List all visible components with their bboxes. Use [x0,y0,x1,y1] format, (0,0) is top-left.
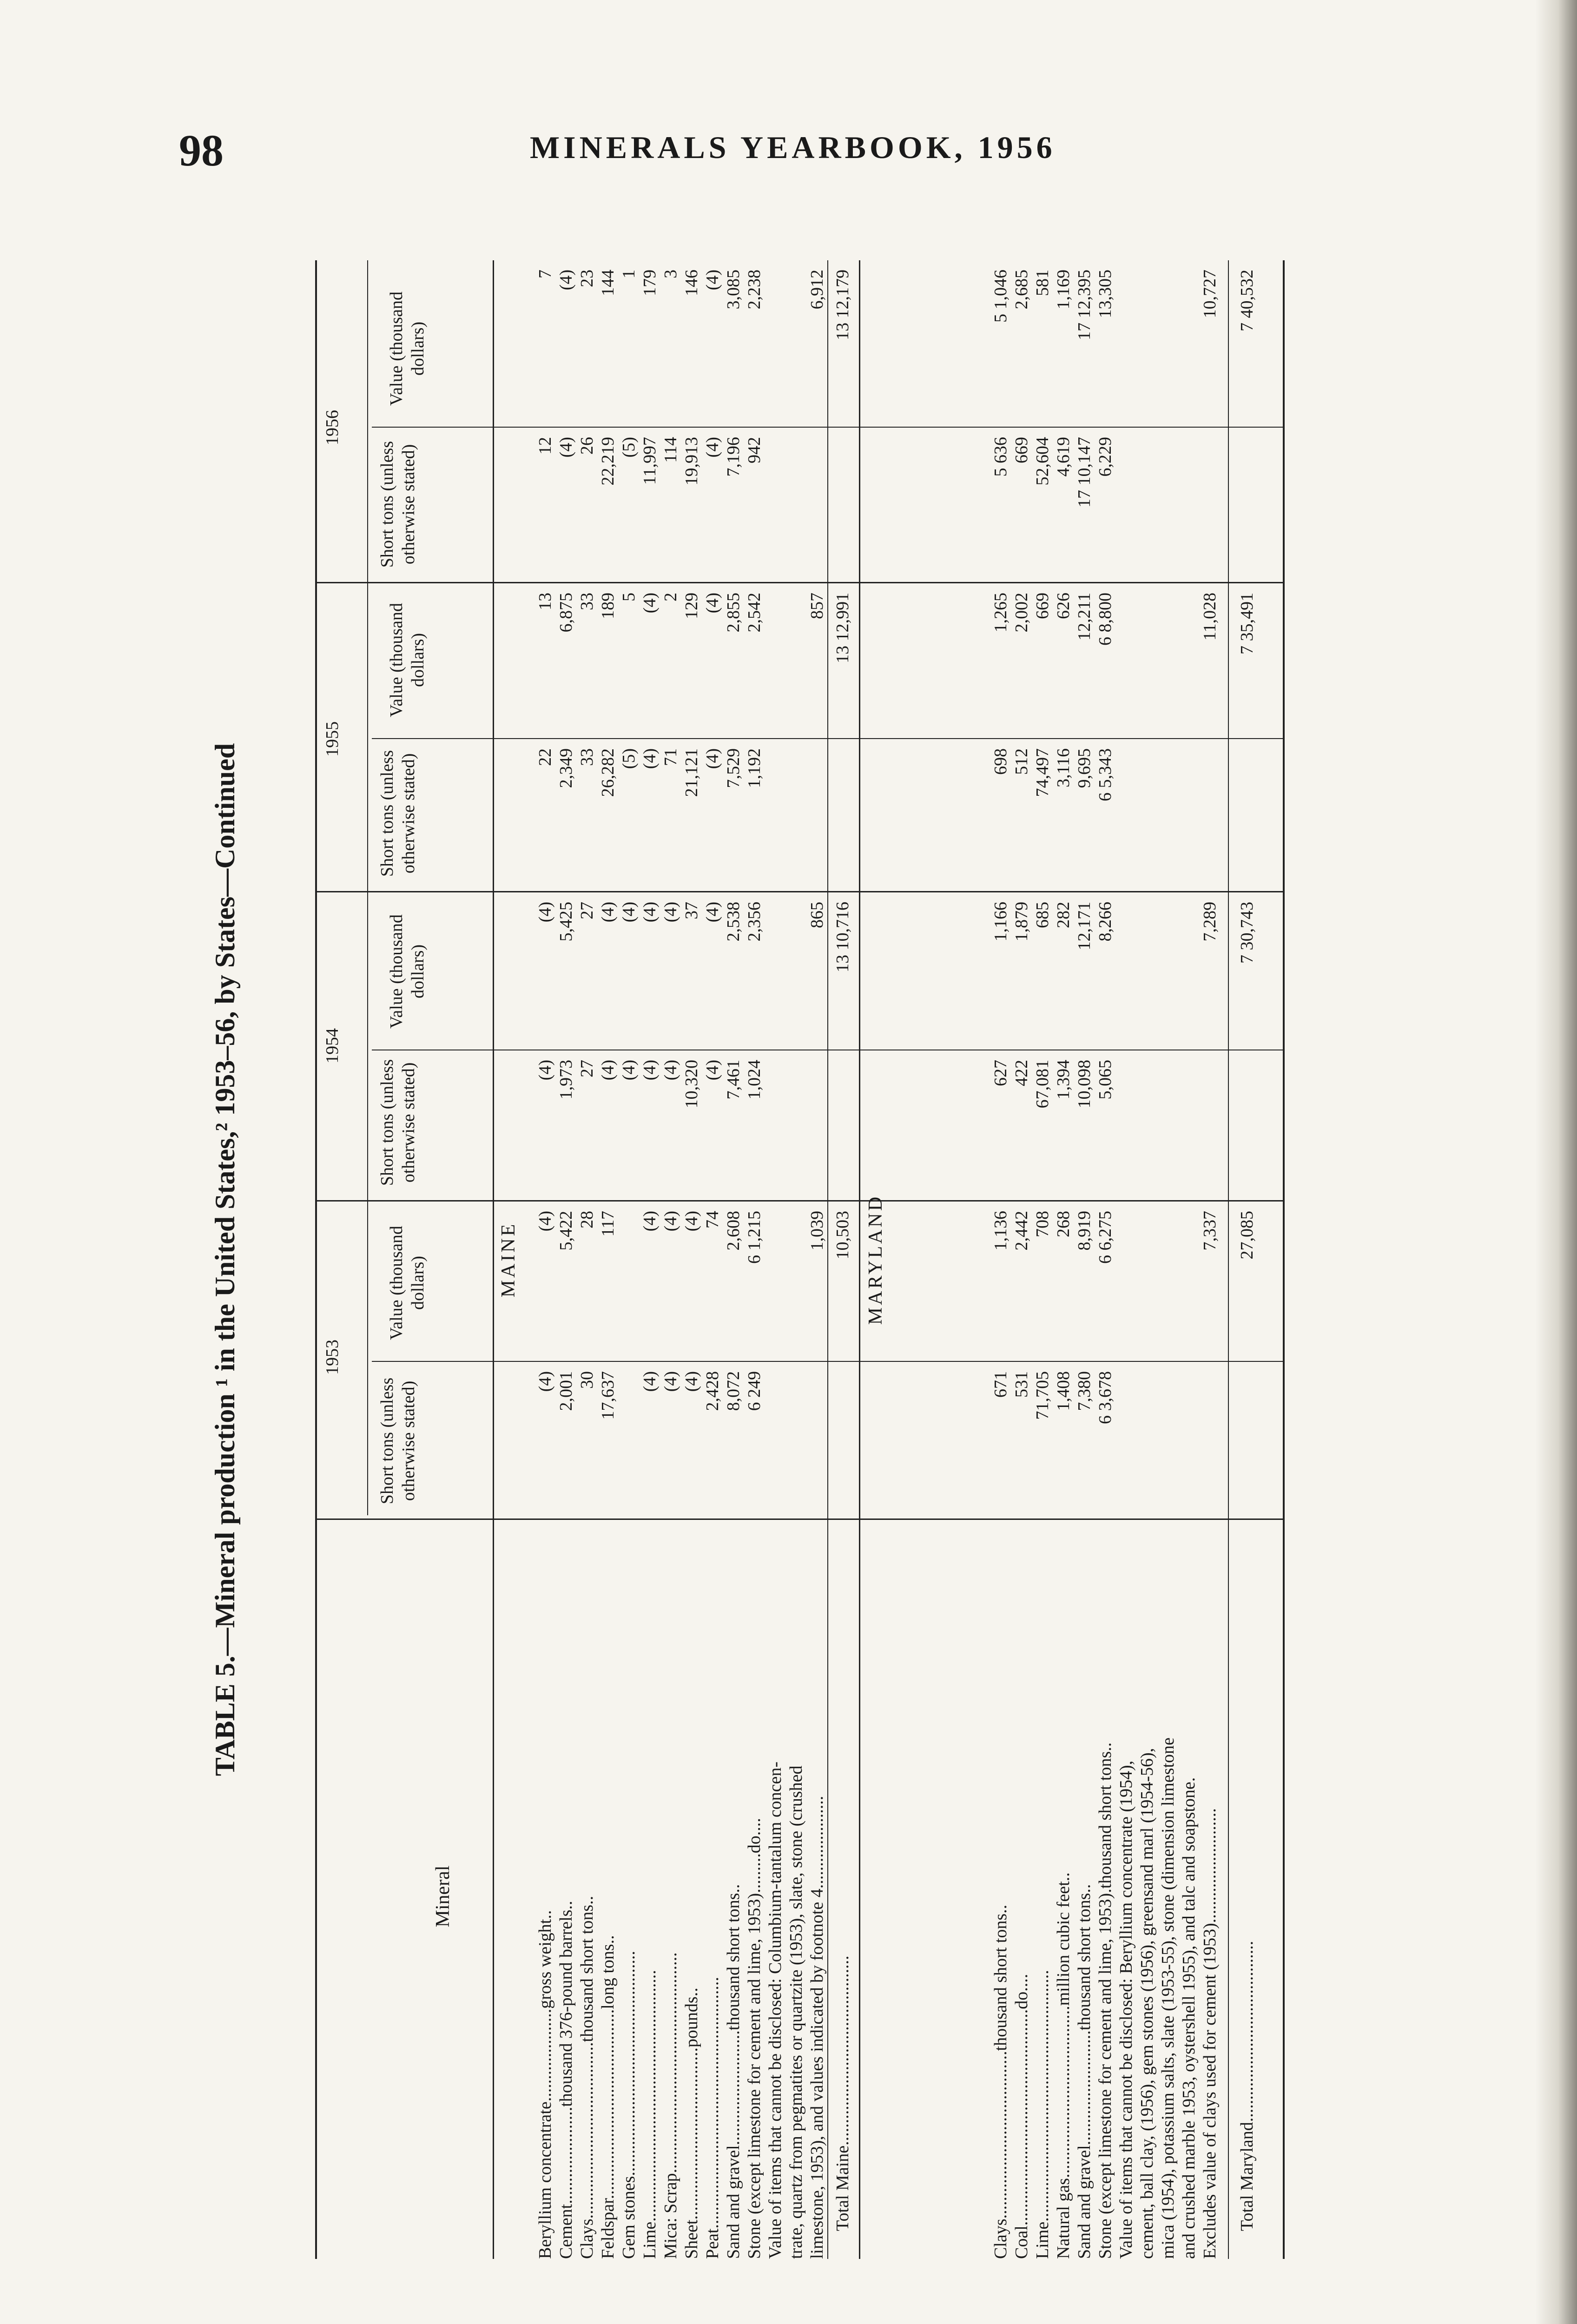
table-cell: 1,408 [1054,1371,1073,1411]
maryland-total-rule [1228,260,1229,2259]
table-cell: (5) [619,748,639,769]
maine-heading: MAINE [498,1221,519,1298]
table-cell: 1,394 [1054,1060,1073,1100]
table-cell: 7,337 [1200,1211,1220,1251]
table-cell: 5 1,046 [991,270,1010,323]
header-bottom-rule [493,260,494,2259]
row-label: trate, quartz from pegmatites or quartzite (1953), slate, stone (crushed [786,1765,806,2259]
row-label: Sand and gravel..........................thousand short tons.. [724,1884,743,2259]
table-cell: 21,121 [682,748,701,797]
table-cell: 685 [1033,902,1052,928]
table-cell: (4) [535,902,555,923]
table-cell: 6 5,343 [1095,748,1115,801]
table-cell: (4) [535,1060,555,1081]
table-cell: 531 [1012,1371,1031,1398]
table-cell: 52,604 [1033,437,1052,486]
table-cell: 28 [577,1211,597,1228]
table-cell: 117 [598,1211,618,1237]
table-cell: 12,171 [1075,902,1094,951]
table-cell: 6 1,215 [745,1211,764,1264]
table-cell: 1,973 [556,1060,576,1100]
subheader-short-tons: Short tons (unless otherwise stated) [377,1059,418,1186]
table-cell: 10,727 [1200,270,1220,318]
total-label: Total Maryland......................................... [1237,1941,1257,2231]
table-cell: 1,024 [745,1060,764,1100]
year-header-1956: 1956 [323,410,342,445]
table-cell: 627 [991,1060,1010,1086]
table-cell: 1,169 [1054,270,1073,310]
table-cell: 146 [682,270,701,296]
table-cell: (4) [703,270,722,290]
table-cell: 30 [577,1371,597,1389]
table-cell: 698 [991,748,1010,775]
table-cell: 17 12,395 [1075,270,1094,340]
total-cell: 10,503 [833,1211,852,1260]
table-cell: 11,028 [1200,593,1220,641]
table-cell: (4) [703,593,722,614]
mineral-column-header: Mineral [432,1865,454,1928]
subheader-short-tons: Short tons (unless otherwise stated) [377,1377,418,1505]
table-cell: (4) [640,902,660,923]
table-cell: 268 [1054,1211,1073,1237]
table-cell: 71,705 [1033,1371,1052,1420]
table-cell: 1,192 [745,748,764,788]
table-cell: 9,695 [1075,748,1094,788]
table-cell: 22 [535,748,555,766]
table-cell: 37 [682,902,701,919]
table-cell: 8,072 [724,1371,743,1411]
table-cell: 33 [577,593,597,610]
table-cell: (4) [556,270,576,290]
table-cell: (4) [661,1060,680,1081]
row-label: Clays........................................thousand short tons.. [577,1895,597,2259]
table-cell: 2,356 [745,902,764,942]
row-label: Peat......................................................... [703,1977,722,2259]
table-cell: 7,196 [724,437,743,477]
table-cell: (4) [556,437,576,458]
row-label: Lime......................................................... [1033,1970,1052,2259]
table-cell: 1,879 [1012,902,1031,942]
table-cell: 10,098 [1075,1060,1094,1109]
vrule [315,1200,1283,1202]
table-cell: (4) [661,902,680,923]
table-bottom-rule [1283,260,1285,2259]
total-cell: 7 40,532 [1237,270,1257,331]
table-cell: 581 [1033,270,1052,296]
row-label: and crushed marble 1953, oystershell 1955), and talc and soapstone. [1179,1777,1199,2259]
table-cell: 7,529 [724,748,743,788]
subheader-value: Value (thousand dollars) [387,1226,428,1340]
table-cell: 5 [619,593,639,601]
table-cell: 74 [703,1211,722,1228]
table-cell: (4) [535,1211,555,1232]
table-cell: 7,289 [1200,902,1220,942]
table-cell: 6,229 [1095,437,1115,477]
table-cell: 27 [577,902,597,919]
table-cell: (4) [598,1060,618,1081]
subheader-value: Value (thousand dollars) [387,603,428,717]
table-cell: 1,166 [991,902,1010,942]
table-cell: (5) [619,437,639,458]
table-cell: 189 [598,593,618,619]
table-cell: 2,238 [745,270,764,310]
table-cell: 114 [661,437,680,463]
table-cell: 144 [598,270,618,296]
table-cell: 2,442 [1012,1211,1031,1251]
table-cell: 7 [535,270,555,278]
subheader-short-tons: Short tons (unless otherwise stated) [377,441,418,568]
table-cell: (4) [640,748,660,769]
table-cell: 33 [577,748,597,766]
table-cell: 23 [577,270,597,287]
table-cell: 3,116 [1054,748,1073,788]
table-cell: (4) [640,593,660,614]
table-cell: 13,305 [1095,270,1115,318]
table-cell: 2,608 [724,1211,743,1251]
maine-end-rule [859,260,860,2259]
maine-total-rule [827,260,828,2259]
table-cell: 12 [535,437,555,455]
table-cell: (4) [640,1371,660,1392]
table-cell: 2,349 [556,748,576,788]
table-cell: 26,282 [598,748,618,797]
running-head: MINERALS YEARBOOK, 1956 [530,130,1056,165]
table-cell: 6,875 [556,593,576,633]
table-cell: (4) [598,902,618,923]
table-cell: 17 10,147 [1075,437,1094,508]
table-title: TABLE 5.—Mineral production ¹ in the United States,² 1953–56, by States—Continued [210,743,240,1776]
table-cell: 26 [577,437,597,455]
table-cell: (4) [682,1211,701,1232]
year-header-1955: 1955 [323,721,342,757]
total-cell: 7 30,743 [1237,902,1257,964]
table-cell: 13 [535,593,555,610]
table-cell: 282 [1054,902,1073,928]
row-label: Mica: Scrap.................................................. [661,1952,680,2259]
table-cell: 1,136 [991,1211,1010,1251]
vrule [315,582,1283,583]
row-label: Coal.................................................do.... [1012,1974,1031,2259]
table-cell: 671 [991,1371,1010,1398]
row-label: Clays......................................thousand short tons.. [991,1904,1010,2259]
vrule [315,891,1283,892]
table-cell: (4) [661,1371,680,1392]
table-cell: 857 [807,593,827,619]
table-cell: 2,542 [745,593,764,633]
table-cell: 2,685 [1012,270,1031,310]
table-cell: 71 [661,748,680,766]
table-cell: 7,461 [724,1060,743,1100]
table-cell: 5,065 [1095,1060,1115,1100]
vrule [315,1519,1283,1520]
table-cell: 19,913 [682,437,701,486]
table-cell: 865 [807,902,827,928]
total-label: Total Maine........................................... [833,1955,852,2231]
table-cell: 6 8,800 [1095,593,1115,646]
table-cell: 1,039 [807,1211,827,1251]
table-cell: 11,997 [640,437,660,485]
table-top-rule [315,260,317,2259]
table-cell: 179 [640,270,660,296]
table-cell: 6 6,275 [1095,1211,1115,1264]
table-cell: 8,919 [1075,1211,1094,1251]
table-cell: 5 636 [991,437,1010,477]
table-cell: (4) [703,748,722,769]
table-cell: (4) [703,902,722,923]
table-cell: 422 [1012,1060,1031,1086]
table-cell: 1,265 [991,593,1010,633]
table-cell: 10,320 [682,1060,701,1109]
table-cell: 4,619 [1054,437,1073,477]
table-cell: (4) [640,1060,660,1081]
row-label: limestone, 1953), and values indicated by footnote 4..................... [807,1796,827,2259]
row-label: cement, ball clay, (1956), gem stones (1956), greensand marl (1954-56), [1137,1748,1157,2259]
row-label: Lime......................................................... [640,1970,660,2259]
row-label: Sheet.......................................pounds.. [682,1987,701,2259]
row-label: Value of items that cannot be disclosed: Columbium-tantalum concen- [765,1761,785,2259]
table-cell: 7,380 [1075,1371,1094,1411]
maryland-heading: MARYLAND [865,1194,886,1325]
year-header-1954: 1954 [323,1028,342,1063]
table-cell: 1 [619,270,639,278]
table-cell: 27 [577,1060,597,1077]
table-cell: 74,497 [1033,748,1052,797]
table-cell: 6 3,678 [1095,1371,1115,1424]
subheader-value: Value (thousand dollars) [387,914,428,1029]
total-cell: 13 12,179 [833,270,852,340]
table-cell: (4) [640,1211,660,1232]
table-cell: 669 [1033,593,1052,619]
table-cell: (4) [682,1371,701,1392]
total-cell: 7 35,491 [1237,593,1257,654]
row-label: Sand and gravel..........................thousand short tons.. [1075,1884,1094,2259]
table-cell: 5,425 [556,902,576,942]
table-cell: 2,001 [556,1371,576,1411]
table-cell: 2,002 [1012,593,1031,633]
table-cell: 12,211 [1075,593,1094,641]
total-cell: 27,085 [1237,1211,1257,1260]
subheader-short-tons: Short tons (unless otherwise stated) [377,750,418,877]
row-label: Cement......................thousand 376-pound barrels.. [556,1901,576,2259]
row-label: Value of items that cannot be disclosed: Beryllium concentrate (1954), [1116,1760,1136,2259]
table-cell: 8,266 [1095,902,1115,942]
rotated-table [191,260,1306,2259]
row-label: Natural gas.......................................million cubic feet.. [1054,1872,1073,2259]
table-cell: 512 [1012,748,1031,775]
table-cell: (4) [703,437,722,458]
table-cell: (4) [661,1211,680,1232]
table-cell: 2,855 [724,593,743,633]
scan-edge [1535,0,1577,2324]
table-cell: 67,081 [1033,1060,1052,1109]
table-cell: (4) [619,1060,639,1081]
table-cell: 942 [745,437,764,463]
row-label: Stone (except limestone for cement and lime, 1953).thousand short tons.. [1095,1742,1115,2259]
row-label: Beryllium concentrate.....................gross weight.. [535,1910,555,2259]
table-cell: 626 [1054,593,1073,619]
table-cell: 2,538 [724,902,743,942]
subheader-value: Value (thousand dollars) [387,291,428,406]
table-cell: 669 [1012,437,1031,463]
year-header-1953: 1953 [323,1340,342,1375]
row-label: Excludes value of clays used for cement (1953).......................... [1200,1808,1220,2259]
table-cell: (4) [703,1060,722,1081]
table-cell: 22,219 [598,437,618,486]
row-label: mica (1954), potassium salts, slate (1953-55), stone (dimension limestone [1158,1737,1178,2259]
table-cell: 2 [661,593,680,601]
table-cell: 17,637 [598,1371,618,1420]
table-cell: (4) [535,1371,555,1392]
table-cell: 708 [1033,1211,1052,1237]
table-cell: 2,428 [703,1371,722,1411]
total-cell: 13 12,991 [833,593,852,663]
table-cell: 3 [661,270,680,278]
total-cell: 13 10,716 [833,902,852,972]
row-label: Stone (except limestone for cement and lime, 1953).........do.... [745,1818,764,2259]
row-label: Feldspar...........................................long tons.. [598,1935,618,2259]
table-cell: 6 249 [745,1371,764,1411]
table-cell: 6,912 [807,270,827,310]
table-cell: 129 [682,593,701,619]
page-number: 98 [179,125,224,175]
table-cell: (4) [619,902,639,923]
table-cell: 3,085 [724,270,743,310]
table-cell: 5,422 [556,1211,576,1251]
year-underline [367,260,368,1515]
row-label: Gem stones................................................... [619,1951,639,2259]
